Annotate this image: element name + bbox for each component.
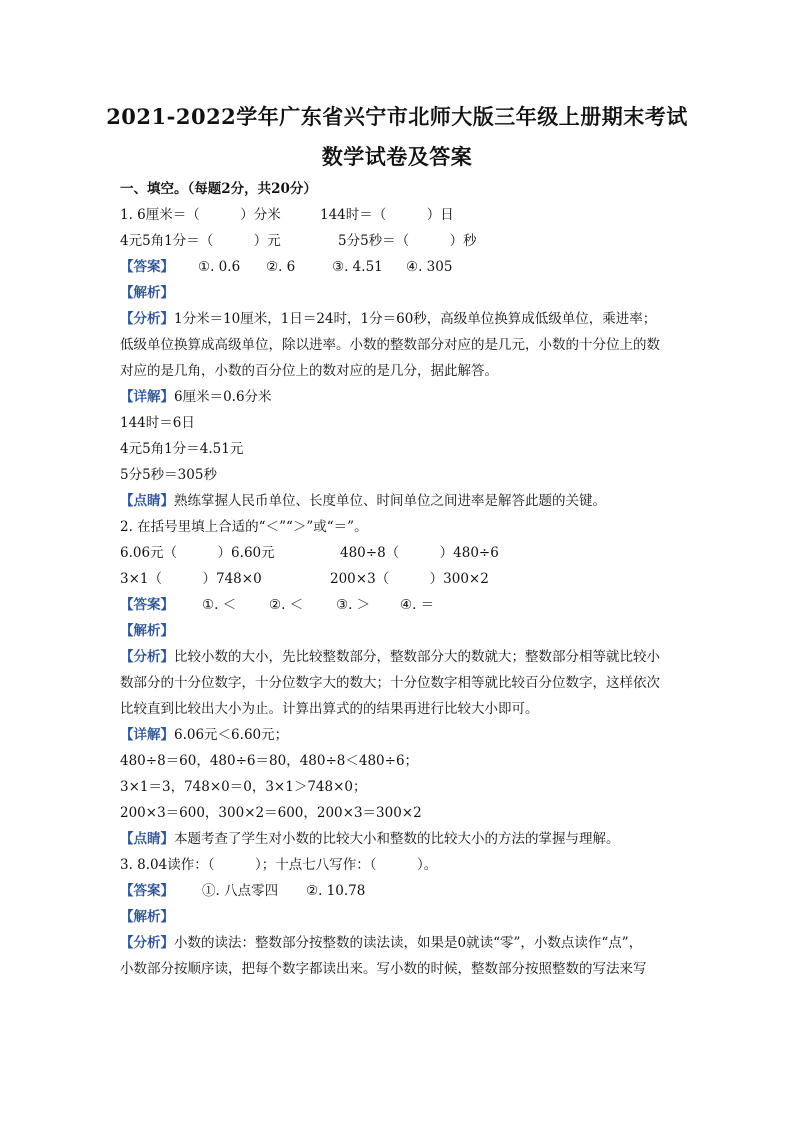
q3-jiexi	[120, 904, 680, 930]
q2-fenxi-2: 数部分的十分位数字，十分位数字大的数大；十分位数字相等就比较百分位数字，这样依次	[120, 675, 660, 691]
q2-xiangjie-1	[120, 722, 680, 748]
document-title: 2021-2022学年广东省兴宁市北师大版三年级上册期末考试	[106, 104, 688, 129]
q2-jiexi	[120, 618, 680, 644]
q2-stem: 2. 在括号里填上合适的“＜”“＞”或“＝”。	[120, 519, 368, 535]
answer-4: ④. ＝	[400, 597, 435, 613]
fenxi-tag: 【分析】	[120, 935, 174, 951]
q1-line1	[120, 202, 680, 228]
answer-tag: 【答案】	[120, 883, 174, 899]
document-body	[120, 176, 680, 982]
q1-item-a: 1. 6厘米＝（ ）分米	[120, 207, 281, 223]
jiexi-tag: 【解析】	[120, 285, 174, 301]
q2-xiangjie-3: 3×1＝3，748×0＝0，3×1＞748×0；	[120, 779, 367, 795]
q3-fenxi-1	[120, 930, 680, 956]
answer-2: ②. 6	[266, 259, 296, 275]
q2-item-d: 200×3（ ）300×2	[330, 571, 489, 587]
answer-4: ④. 305	[406, 259, 453, 275]
xiangjie-text: 6.06元＜6.60元；	[174, 727, 289, 743]
q2-line2	[120, 566, 680, 592]
answer-2: ②. ＜	[269, 597, 304, 613]
q1-xiangjie-3: 4元5角1分＝4.51元	[120, 441, 244, 457]
q2-fenxi-1	[120, 644, 680, 670]
dianjing-text: 本题考查了学生对小数的比较大小和整数的比较大小的方法的掌握与理解。	[174, 831, 620, 847]
q3-stem: 3. 8.04读作：（ ）；十点七八写作：（ ）。	[120, 857, 438, 873]
dianjing-tag: 【点睛】	[120, 831, 174, 847]
dianjing-text: 熟练掌握人民币单位、长度单位、时间单位之间进率是解答此题的关键。	[174, 493, 606, 509]
q1-xiangjie-1	[120, 384, 680, 410]
jiexi-tag: 【解析】	[120, 623, 174, 639]
q1-fenxi-3: 对应的是几角，小数的百分位上的数对应的是几分，据此解答。	[120, 363, 498, 379]
fenxi-tag: 【分析】	[120, 649, 174, 665]
answer-tag: 【答案】	[120, 597, 174, 613]
q1-dianjing	[120, 488, 680, 514]
fenxi-tag: 【分析】	[120, 311, 174, 327]
q1-xiangjie-2: 144时＝6日	[120, 415, 195, 431]
fenxi-text: 小数的读法：整数部分按整数的读法读，如果是0就读“零”，小数点读作“点”，	[174, 935, 643, 951]
q3-fenxi-2: 小数部分按顺序读，把每个数字都读出来。写小数的时候，整数部分按照整数的写法来写	[120, 961, 647, 977]
q1-item-c: 4元5角1分＝（ ）元	[120, 233, 281, 249]
answer-3: ③. ＞	[336, 597, 371, 613]
q1-item-b: 144时＝（ ）日	[320, 207, 454, 223]
q2-item-b: 480÷8（ ）480÷6	[340, 545, 499, 561]
q2-answer	[120, 592, 680, 618]
q2-dianjing	[120, 826, 680, 852]
answer-tag: 【答案】	[120, 259, 174, 275]
answer-3: ③. 4.51	[332, 259, 383, 275]
q2-item-c: 3×1（ ）748×0	[120, 571, 262, 587]
document-subtitle: 数学试卷及答案	[321, 144, 473, 169]
q2-fenxi-3: 比较直到比较出大小为止。计算出算式的的结果再进行比较大小即可。	[120, 701, 539, 717]
q1-fenxi-2: 低级单位换算成高级单位，除以进率。小数的整数部分对应的是几元，小数的十分位上的数	[120, 337, 660, 353]
fenxi-text: 1分米＝10厘米，1日＝24时，1分＝60秒，高级单位换算成低级单位，乘进率；	[174, 311, 657, 327]
xiangjie-text: 6厘米＝0.6分米	[174, 389, 272, 405]
q2-xiangjie-4: 200×3＝600，300×2＝600，200×3＝300×2	[120, 805, 422, 821]
q1-xiangjie-4: 5分5秒＝305秒	[120, 467, 217, 483]
xiangjie-tag: 【详解】	[120, 389, 174, 405]
q1-jiexi	[120, 280, 680, 306]
fenxi-text: 比较小数的大小，先比较整数部分，整数部分大的数就大；整数部分相等就比较小	[174, 649, 660, 665]
answer-1: ①. 八点零四	[202, 883, 279, 899]
q1-answer	[120, 254, 680, 280]
answer-2: ②. 10.78	[306, 883, 366, 899]
q2-item-a: 6.06元（ ）6.60元	[120, 545, 275, 561]
jiexi-tag: 【解析】	[120, 909, 174, 925]
q2-line1	[120, 540, 680, 566]
section-heading: 一、填空。（每题2分，共20分）	[120, 181, 317, 197]
q1-fenxi-1	[120, 306, 680, 332]
q1-item-d: 5分5秒＝（ ）秒	[338, 233, 477, 249]
q2-xiangjie-2: 480÷8＝60，480÷6＝80，480÷8＜480÷6；	[120, 753, 419, 769]
q3-answer	[120, 878, 680, 904]
xiangjie-tag: 【详解】	[120, 727, 174, 743]
dianjing-tag: 【点睛】	[120, 493, 174, 509]
q1-line2	[120, 228, 680, 254]
answer-1: ①. 0.6	[198, 259, 241, 275]
answer-1: ①. ＜	[202, 597, 237, 613]
